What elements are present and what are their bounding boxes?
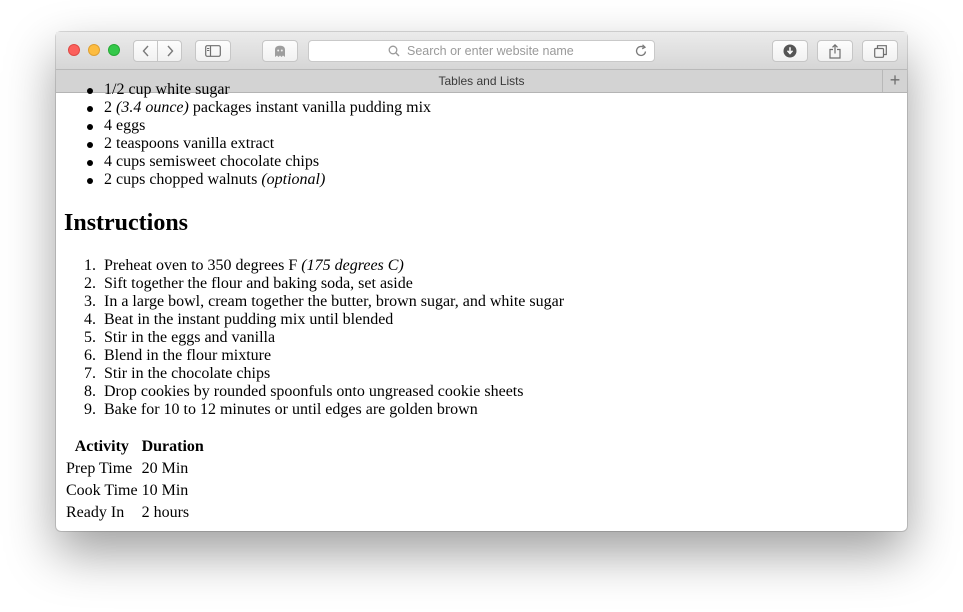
- list-bullet: [87, 88, 93, 94]
- list-bullet: [87, 124, 93, 130]
- table-cell: 20 Min: [141, 460, 189, 477]
- list-item: 2 (3.4 ounce) packages instant vanilla pudding mix: [104, 99, 431, 117]
- search-icon: [388, 45, 400, 57]
- list-item: 6. Blend in the flour mixture: [84, 347, 272, 364]
- list-item: 5. Stir in the eggs and vanilla: [84, 329, 276, 346]
- downloads-button[interactable]: [772, 40, 808, 62]
- ghost-icon: [274, 45, 286, 58]
- share-icon: [829, 44, 841, 59]
- list-bullet: [87, 106, 93, 112]
- list-item: 3. In a large bowl, cream together the butter, brown sugar, and white sugar: [84, 293, 565, 310]
- list-item: 4 eggs: [104, 117, 145, 135]
- address-bar[interactable]: [308, 40, 655, 62]
- browser-toolbar: [56, 32, 907, 70]
- table-header-row: [64, 436, 206, 458]
- list-item: 9. Bake for 10 to 12 minutes or until edges are golden brown: [84, 401, 478, 418]
- list-item: 2 cups chopped walnuts (optional): [104, 171, 325, 189]
- list-item: 1/2 cup white sugar: [104, 81, 230, 99]
- list-item: 2 teaspoons vanilla extract: [104, 135, 274, 153]
- browser-window: [56, 32, 907, 531]
- table-cell: Ready In: [66, 504, 125, 521]
- reload-icon[interactable]: [635, 44, 648, 58]
- table-row: [64, 480, 206, 502]
- list-item: 2. Sift together the flour and baking soda, set aside: [84, 275, 413, 292]
- new-tab-button[interactable]: +: [882, 70, 907, 92]
- timing-table: [64, 436, 206, 524]
- list-bullet: [87, 178, 93, 184]
- list-bullet: [87, 142, 93, 148]
- privacy-report-button[interactable]: [262, 40, 298, 62]
- table-cell: 2 hours: [141, 504, 190, 521]
- show-all-tabs-button[interactable]: [862, 40, 898, 62]
- sidebar-icon: [205, 45, 221, 57]
- table-cell: Prep Time: [66, 460, 133, 477]
- list-item: 7. Stir in the chocolate chips: [84, 365, 271, 382]
- column-header-activity: Activity: [74, 438, 129, 455]
- table-cell: Cook Time: [66, 482, 138, 499]
- list-bullet: [87, 160, 93, 166]
- sidebar-toggle-button[interactable]: [195, 40, 231, 62]
- table-row: [64, 458, 206, 480]
- table-row: [64, 502, 206, 524]
- download-icon: [783, 44, 797, 58]
- tab-tables-and-lists[interactable]: Tables and Lists: [438, 74, 525, 88]
- table-cell: 10 Min: [141, 482, 189, 499]
- chevron-right-icon: [166, 45, 174, 57]
- close-window-button[interactable]: [68, 44, 80, 56]
- address-placeholder: Search or enter website name: [407, 44, 574, 58]
- back-button[interactable]: [133, 40, 158, 62]
- forward-button[interactable]: [157, 40, 182, 62]
- tabs-overview-icon: [874, 45, 887, 58]
- column-header-duration: Duration: [141, 438, 204, 455]
- list-item: 1. Preheat oven to 350 degrees F (175 degrees C): [84, 257, 404, 274]
- list-item: 8. Drop cookies by rounded spoonfuls onto ungreased cookie sheets: [84, 383, 524, 400]
- share-button[interactable]: [817, 40, 853, 62]
- list-item: 4. Beat in the instant pudding mix until blended: [84, 311, 394, 328]
- zoom-window-button[interactable]: [108, 44, 120, 56]
- minimize-window-button[interactable]: [88, 44, 100, 56]
- list-item: 4 cups semisweet chocolate chips: [104, 153, 319, 171]
- chevron-left-icon: [142, 45, 150, 57]
- instructions-heading: Instructions: [64, 210, 189, 236]
